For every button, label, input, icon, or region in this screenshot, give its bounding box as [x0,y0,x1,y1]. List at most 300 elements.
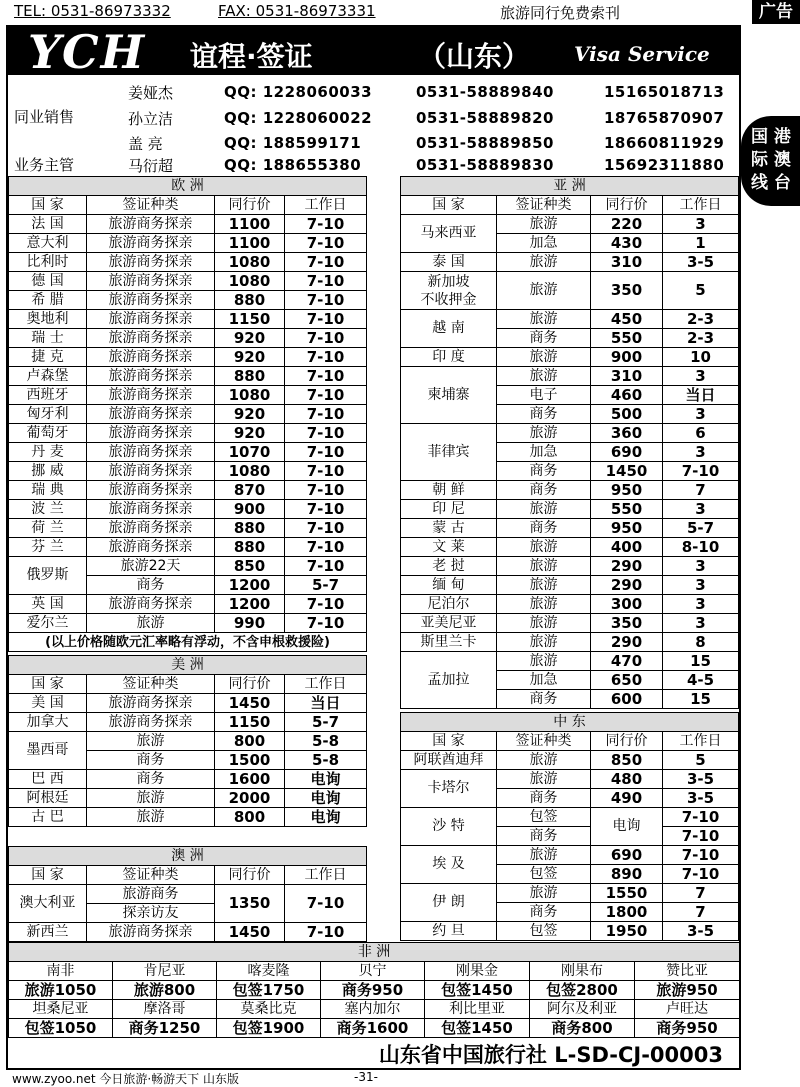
days-cell: 1 [663,234,739,253]
table-row [9,656,367,675]
price-cell: 850 [215,557,285,576]
country-cell: 奥地利 [9,310,87,329]
visa-cell: 商务 [497,462,591,481]
contact-mobile[interactable]: 18765870907 [604,109,725,127]
days-cell: 7-10 [285,614,367,633]
contact-tel[interactable]: 0531-58889830 [416,156,554,174]
country-cell: 马来西亚 [401,215,497,253]
africa-country-cell: 刚果布 [530,962,635,981]
hk-macau-taiwan-tab[interactable] [741,116,800,206]
visa-cell: 旅游 [87,614,215,633]
contact-qq[interactable]: QQ: 1228060033 [224,83,373,101]
country-cell: 印 尼 [401,500,497,519]
price-cell: 1150 [215,310,285,329]
visa-cell: 旅游 [497,770,591,789]
price-cell: 400 [591,538,663,557]
price-cell: 1200 [215,576,285,595]
days-cell: 8-10 [663,538,739,557]
price-cell: 2000 [215,789,285,808]
visa-cell: 旅游 [497,367,591,386]
price-cell: 990 [215,614,285,633]
visa-cell: 旅游 [497,576,591,595]
table-row [401,922,739,941]
days-cell: 7-10 [285,291,367,310]
days-cell: 7 [663,884,739,903]
contact-mobile[interactable]: 15692311880 [604,156,725,174]
country-cell: 阿联酋迪拜 [401,751,497,770]
ych-logo: YCH [28,25,147,79]
days-cell: 5-7 [285,576,367,595]
days-cell: 7 [663,481,739,500]
days-cell: 3 [663,443,739,462]
table-row [9,386,367,405]
price-cell: 920 [215,329,285,348]
country-cell: 美 国 [9,694,87,713]
africa-price-cell: 旅游1050 [9,981,113,1000]
col-header: 国 家 [401,196,497,215]
africa-price-cell: 旅游950 [635,981,740,1000]
days-cell: 7-10 [285,253,367,272]
table-row [9,462,367,481]
oceania-table [8,846,367,942]
country-cell: 荷 兰 [9,519,87,538]
visa-cell: 包签 [497,808,591,827]
contact-qq[interactable]: QQ: 188655380 [224,156,362,174]
days-cell: 5-8 [285,732,367,751]
price-cell: 1150 [215,713,285,732]
africa-price-cell: 包签1050 [9,1019,113,1038]
country-cell: 丹 麦 [9,443,87,462]
visa-cell: 商务 [497,519,591,538]
top-bar [0,0,800,24]
table-row [401,884,739,903]
days-cell: 3-5 [663,789,739,808]
days-cell: 10 [663,348,739,367]
days-cell: 7-10 [285,234,367,253]
table-row [9,847,367,866]
africa-price-cell: 包签1450 [425,1019,530,1038]
visa-cell: 旅游商务探亲 [87,500,215,519]
price-cell: 1500 [215,751,285,770]
visa-cell: 旅游商务探亲 [87,462,215,481]
africa-country-cell: 莫桑比克 [217,1000,321,1019]
price-cell: 1450 [215,694,285,713]
contact-name: 姜娅杰 [128,84,174,102]
table-row [401,538,739,557]
table-row [9,272,367,291]
table-row [9,732,367,751]
visa-cell: 旅游商务探亲 [87,386,215,405]
col-header: 工作日 [285,196,367,215]
table-row [9,234,367,253]
country-cell: 意大利 [9,234,87,253]
country-cell: 德 国 [9,272,87,291]
price-cell: 1350 [215,885,285,923]
top-fax: FAX: 0531-86973331 [218,2,376,20]
visa-cell: 旅游 [87,808,215,827]
col-header: 签证种类 [497,196,591,215]
days-cell: 5 [663,751,739,770]
africa-price-cell: 商务1600 [321,1019,425,1038]
africa-price-cell: 包签2800 [530,981,635,1000]
table-row [9,329,367,348]
country-cell: 爱尔兰 [9,614,87,633]
visa-cell: 旅游 [497,595,591,614]
visa-cell: 旅游商务探亲 [87,405,215,424]
price-cell: 1600 [215,770,285,789]
country-cell: 卢森堡 [9,367,87,386]
days-cell: 7-10 [285,923,367,942]
days-cell: 7-10 [663,827,739,846]
days-cell: 7-10 [285,885,367,923]
visa-cell: 旅游 [497,348,591,367]
days-cell: 7-10 [285,500,367,519]
table-row [401,633,739,652]
table-row [9,633,367,652]
country-cell: 老 挝 [401,557,497,576]
col-header: 同行价 [215,866,285,885]
price-cell: 1950 [591,922,663,941]
table-row [9,291,367,310]
contact-tel[interactable]: 0531-58889850 [416,134,554,152]
days-cell: 3 [663,557,739,576]
price-cell: 450 [591,310,663,329]
table-row [401,253,739,272]
table-row [401,652,739,671]
africa-country-cell: 坦桑尼亚 [9,1000,113,1019]
visa-cell: 旅游商务探亲 [87,367,215,386]
country-cell: 葡萄牙 [9,424,87,443]
country-cell: 法 国 [9,215,87,234]
contact-mobile[interactable]: 18660811929 [604,134,725,152]
country-cell: 希 腊 [9,291,87,310]
visa-cell: 旅游商务 [87,885,215,904]
table-row [9,215,367,234]
visa-cell: 旅游 [497,557,591,576]
agency-footer: 山东省中国旅行社 L-SD-CJ-00003 [378,1043,723,1067]
visa-cell: 旅游商务探亲 [87,272,215,291]
visa-cell: 商务 [497,789,591,808]
col-header: 同行价 [591,732,663,751]
country-cell: 印 度 [401,348,497,367]
table-row [9,675,367,694]
table-row [9,923,367,942]
col-header: 工作日 [663,196,739,215]
table-row [401,367,739,386]
visa-cell: 旅游 [497,846,591,865]
ad-tag: 广告 [752,0,800,24]
price-cell: 490 [591,789,663,808]
country-cell: 匈牙利 [9,405,87,424]
days-cell: 5-7 [285,713,367,732]
country-cell: 捷 克 [9,348,87,367]
magazine-note: 旅游同行免费索刊 [500,4,621,22]
col-header: 国 家 [401,732,497,751]
table-row [401,576,739,595]
visa-cell: 商务 [87,751,215,770]
visa-cell: 商务 [497,329,591,348]
mideast-table [400,712,739,941]
country-cell: 缅 甸 [401,576,497,595]
days-cell: 7-10 [285,443,367,462]
col-header: 同行价 [591,196,663,215]
oceania-title: 澳 洲 [9,847,367,866]
side-tab-line: 线 台 [751,173,791,193]
days-cell: 7-10 [285,348,367,367]
africa-price-cell: 旅游800 [113,981,217,1000]
africa-price-cell: 商务950 [635,1019,740,1038]
contact-name: 孙立洁 [128,110,174,128]
price-cell: 870 [215,481,285,500]
contact-name: 盖 亮 [128,135,163,153]
visa-cell: 商务 [497,903,591,922]
table-row [401,481,739,500]
table-row [9,538,367,557]
price-cell: 430 [591,234,663,253]
price-cell: 800 [215,732,285,751]
americas-title: 美 洲 [9,656,367,675]
visa-cell: 旅游 [497,310,591,329]
visa-cell: 商务 [497,405,591,424]
country-cell: 斯里兰卡 [401,633,497,652]
price-cell: 650 [591,671,663,690]
price-cell: 1100 [215,234,285,253]
visa-cell: 旅游22天 [87,557,215,576]
visa-cell: 旅游商务探亲 [87,424,215,443]
africa-price-cell: 商务950 [321,981,425,1000]
visa-cell: 旅游商务探亲 [87,519,215,538]
africa-country-cell: 摩洛哥 [113,1000,217,1019]
col-header: 签证种类 [87,196,215,215]
table-row [401,348,739,367]
page-number: -31- [354,1070,378,1084]
table-row [401,846,739,865]
contact-name: 马衍超 [128,157,174,175]
country-cell: 约 旦 [401,922,497,941]
country-cell: 加拿大 [9,713,87,732]
table-row [9,595,367,614]
price-cell: 350 [591,272,663,310]
table-row [9,367,367,386]
days-cell: 7-10 [285,462,367,481]
col-header: 国 家 [9,196,87,215]
country-cell: 墨西哥 [9,732,87,770]
price-cell: 1100 [215,215,285,234]
visa-cell: 旅游商务探亲 [87,694,215,713]
price-cell: 880 [215,538,285,557]
visa-cell: 商务 [497,827,591,846]
price-cell: 1080 [215,462,285,481]
table-row [401,751,739,770]
table-row [9,443,367,462]
contact-qq[interactable]: QQ: 1228060022 [224,109,373,127]
visa-cell: 商务 [497,690,591,709]
price-cell: 900 [215,500,285,519]
footer-line [0,1068,800,1086]
price-cell: 1080 [215,386,285,405]
visa-cell: 探亲访友 [87,904,215,923]
col-header: 国 家 [9,866,87,885]
table-row [9,500,367,519]
days-cell: 7-10 [285,595,367,614]
table-row [9,424,367,443]
table-row [9,808,367,827]
sales-label: 同业销售 [14,108,75,126]
visa-cell: 旅游商务探亲 [87,443,215,462]
visa-cell: 旅游 [497,614,591,633]
days-cell: 3 [663,405,739,424]
manager-label: 业务主管 [14,156,75,174]
country-cell: 瑞 士 [9,329,87,348]
days-cell: 电询 [285,770,367,789]
days-cell: 2-3 [663,310,739,329]
country-cell: 柬埔寨 [401,367,497,424]
country-cell: 英 国 [9,595,87,614]
country-cell: 比利时 [9,253,87,272]
price-cell: 1080 [215,253,285,272]
country-line: 不收押金 [420,291,477,308]
africa-price-cell: 包签1900 [217,1019,321,1038]
days-cell: 7-10 [285,329,367,348]
visa-cell: 旅游 [497,652,591,671]
africa-country-cell: 利比里亚 [425,1000,530,1019]
days-cell: 15 [663,652,739,671]
africa-price-cell: 商务800 [530,1019,635,1038]
price-cell: 220 [591,215,663,234]
asia-title: 亚 洲 [401,177,739,196]
country-cell: 泰 国 [401,253,497,272]
price-cell: 1550 [591,884,663,903]
service-label: Visa Service [574,42,710,66]
visa-cell: 旅游商务探亲 [87,595,215,614]
visa-cell: 旅游 [497,253,591,272]
contact-tel[interactable]: 0531-58889840 [416,83,554,101]
contact-tel[interactable]: 0531-58889820 [416,109,554,127]
table-row [9,177,367,196]
visa-cell: 旅游商务探亲 [87,538,215,557]
visa-cell: 旅游 [87,732,215,751]
days-cell: 3 [663,576,739,595]
table-row [9,770,367,789]
days-cell: 3 [663,595,739,614]
col-header: 同行价 [215,196,285,215]
visa-cell: 旅游商务探亲 [87,291,215,310]
country-line: 新加坡 [427,273,470,290]
days-cell: 7-10 [285,310,367,329]
africa-country-cell: 南非 [9,962,113,981]
africa-price-cell: 包签1750 [217,981,321,1000]
price-cell: 850 [591,751,663,770]
col-header: 签证种类 [87,675,215,694]
price-cell: 300 [591,595,663,614]
price-cell: 950 [591,519,663,538]
price-cell: 1450 [215,923,285,942]
days-cell: 7-10 [663,846,739,865]
table-row [401,557,739,576]
visa-cell: 旅游商务探亲 [87,253,215,272]
days-cell: 3-5 [663,253,739,272]
days-cell: 7-10 [663,808,739,827]
price-cell: 600 [591,690,663,709]
americas-table [8,655,367,827]
price-cell: 1070 [215,443,285,462]
africa-country-cell: 阿尔及利亚 [530,1000,635,1019]
country-cell: 俄罗斯 [9,557,87,595]
days-cell: 当日 [663,386,739,405]
table-row [9,1000,740,1019]
price-cell: 电询 [591,808,663,846]
col-header: 工作日 [285,675,367,694]
days-cell: 7-10 [285,519,367,538]
days-cell: 5-8 [285,751,367,770]
table-row [401,424,739,443]
contact-mobile[interactable]: 15165018713 [604,83,725,101]
days-cell: 7-10 [663,462,739,481]
table-row [9,866,367,885]
price-cell: 350 [591,614,663,633]
side-tab-line: 国 港 [751,127,791,147]
visa-cell: 旅游商务探亲 [87,234,215,253]
visa-cell: 旅游商务探亲 [87,713,215,732]
price-cell: 920 [215,405,285,424]
visa-cell: 商务 [497,481,591,500]
africa-table [8,942,740,1038]
visa-cell: 旅游商务探亲 [87,310,215,329]
country-cell [401,272,497,310]
table-row [401,215,739,234]
price-cell: 880 [215,367,285,386]
table-row [401,196,739,215]
days-cell: 7-10 [285,405,367,424]
table-row [401,614,739,633]
table-row [401,272,739,310]
country-cell: 亚美尼亚 [401,614,497,633]
days-cell: 7-10 [285,367,367,386]
price-cell: 1080 [215,272,285,291]
price-cell: 310 [591,253,663,272]
africa-country-cell: 贝宁 [321,962,425,981]
col-header: 国 家 [9,675,87,694]
table-row [9,713,367,732]
africa-country-cell: 赞比亚 [635,962,740,981]
africa-title: 非 洲 [9,943,740,962]
visa-cell: 旅游 [497,500,591,519]
col-header: 工作日 [663,732,739,751]
country-cell: 埃 及 [401,846,497,884]
country-cell: 巴 西 [9,770,87,789]
days-cell: 4-5 [663,671,739,690]
visa-cell: 包签 [497,865,591,884]
days-cell: 3-5 [663,922,739,941]
price-cell: 360 [591,424,663,443]
price-cell: 900 [591,348,663,367]
price-cell: 470 [591,652,663,671]
table-row [9,943,740,962]
visa-cell: 旅游 [87,789,215,808]
days-cell: 3 [663,367,739,386]
africa-price-cell: 包签1450 [425,981,530,1000]
days-cell: 7-10 [285,424,367,443]
side-tab-line: 际 澳 [751,150,791,170]
days-cell: 7 [663,903,739,922]
contact-qq[interactable]: QQ: 188599171 [224,134,362,152]
price-cell: 920 [215,424,285,443]
africa-country-cell: 卢旺达 [635,1000,740,1019]
site-url[interactable]: www.zyoo.net 今日旅游·畅游天下 山东版 [12,1072,239,1086]
visa-cell: 加急 [497,234,591,253]
col-header: 工作日 [285,866,367,885]
country-cell: 孟加拉 [401,652,497,709]
